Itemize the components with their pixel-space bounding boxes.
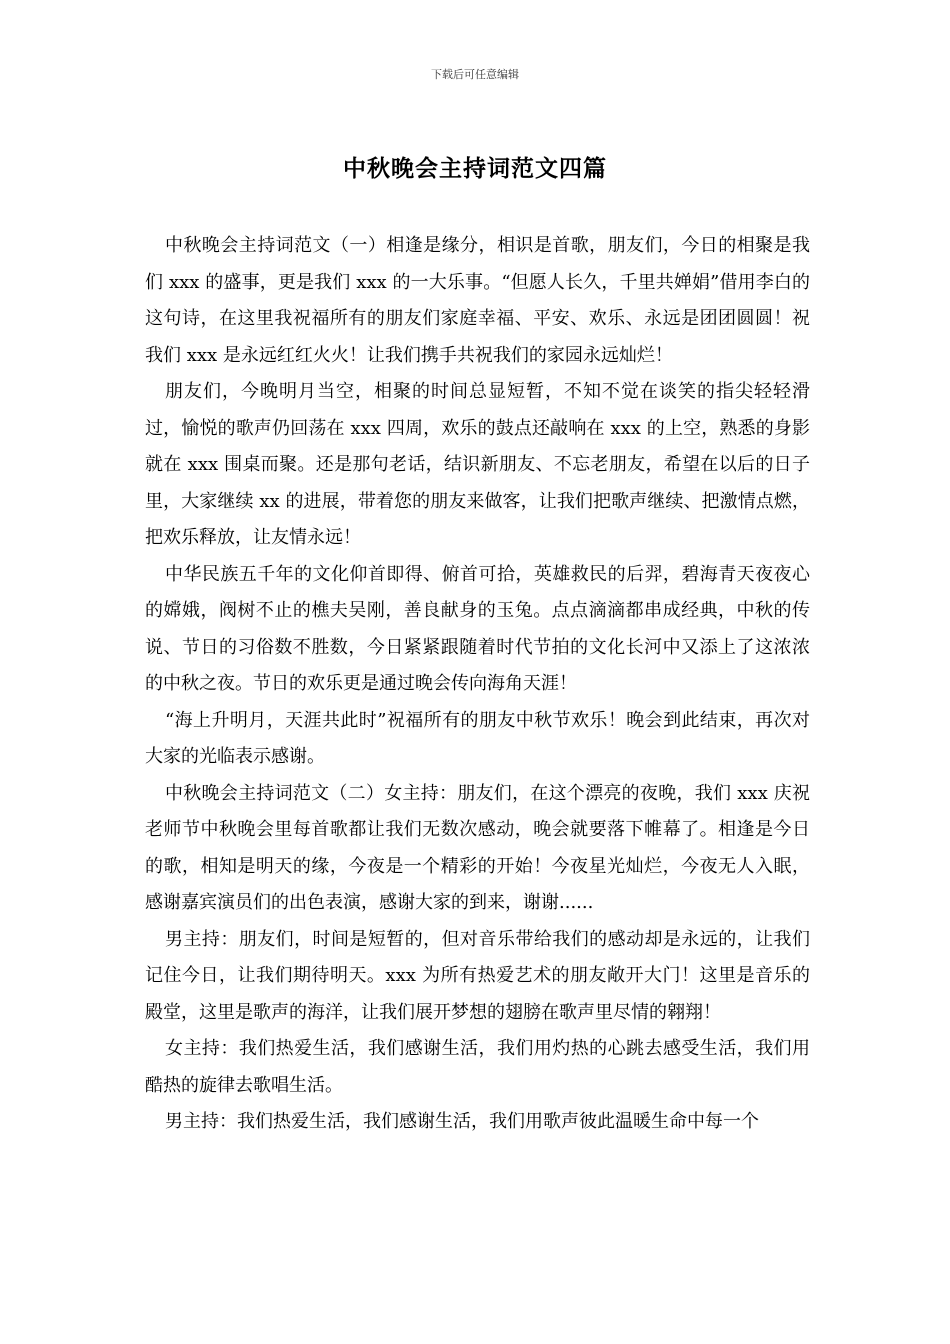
paragraph: 男主持：我们热爱生活，我们感谢生活，我们用歌声彼此温暖生命中每一个 [165,1111,759,1132]
paragraph: 中华民族五千年的文化仰首即得、俯首可拾，英雄救民的后羿，碧海青天夜夜心的嫦娥，阀树不止的樵夫吴刚，善良献身的玉兔。点点滴滴都串成经典，中秋的传说、节日的习俗数不胜数，今日紧紧跟随着时代节拍的文化长河中又添上了这浓浓的中秋之夜。节日的欢乐更是通过晚会传向海角天涯！ [145,563,810,694]
paragraph: “海上升明月，天涯共此时”祝福所有的朋友中秋节欢乐！晚会到此结束，再次对大家的光临表示感谢。 [145,709,810,767]
document-body [145,228,810,1141]
paragraph: 中秋晚会主持词范文（二）女主持：朋友们，在这个漂亮的夜晚，我们 xxx 庆祝老师节中秋晚会里每首歌都让我们无数次感动，晚会就要落下帷幕了。相逢是今日的歌，相知是明天的缘，今夜是一个精彩的开始！今夜星光灿烂，今夜无人入眠，感谢嘉宾演员们的出色表演，感谢大家的到来，谢谢...... [145,782,810,913]
document-title: 中秋晚会主持词范文四篇 [343,155,607,182]
paragraph: 女主持：我们热爱生活，我们感谢生活，我们用灼热的心跳去感受生活，我们用酷热的旋律去歌唱生活。 [145,1038,810,1096]
paragraph: 男主持：朋友们，时间是短暂的，但对音乐带给我们的感动却是永远的，让我们记住今日，让我们期待明天。xxx 为所有热爱艺术的朋友敞开大门！这里是音乐的殿堂，这里是歌声的海洋，让我们展开梦想的翅膀在歌声里尽情的翱翔！ [145,928,810,1023]
header-note: 下载后可任意编辑 [431,68,519,81]
paragraph: 中秋晚会主持词范文（一）相逢是缘分，相识是首歌，朋友们，今日的相聚是我们 xxx 的盛事，更是我们 xxx 的一大乐事。“但愿人长久，千里共婵娟”借用李白的这句诗，在这里我祝福所有的朋友们家庭幸福、平安、欢乐、永远是团团圆圆！祝我们 xxx 是永远红红火火！让我们携手共祝我们的家园永远灿烂！ [145,235,810,366]
paragraph: 朋友们，今晚明月当空，相聚的时间总显短暂，不知不觉在谈笑的指尖轻轻滑过，愉悦的歌声仍回荡在 xxx 四周，欢乐的鼓点还敲响在 xxx 的上空，熟悉的身影就在 xxx 围桌而聚。还是那句老话，结识新朋友、不忘老朋友，希望在以后的日子里，大家继续 xx 的进展，带着您的朋友来做客，让我们把歌声继续、把激情点燃，把欢乐释放，让友情永远！ [145,381,810,548]
